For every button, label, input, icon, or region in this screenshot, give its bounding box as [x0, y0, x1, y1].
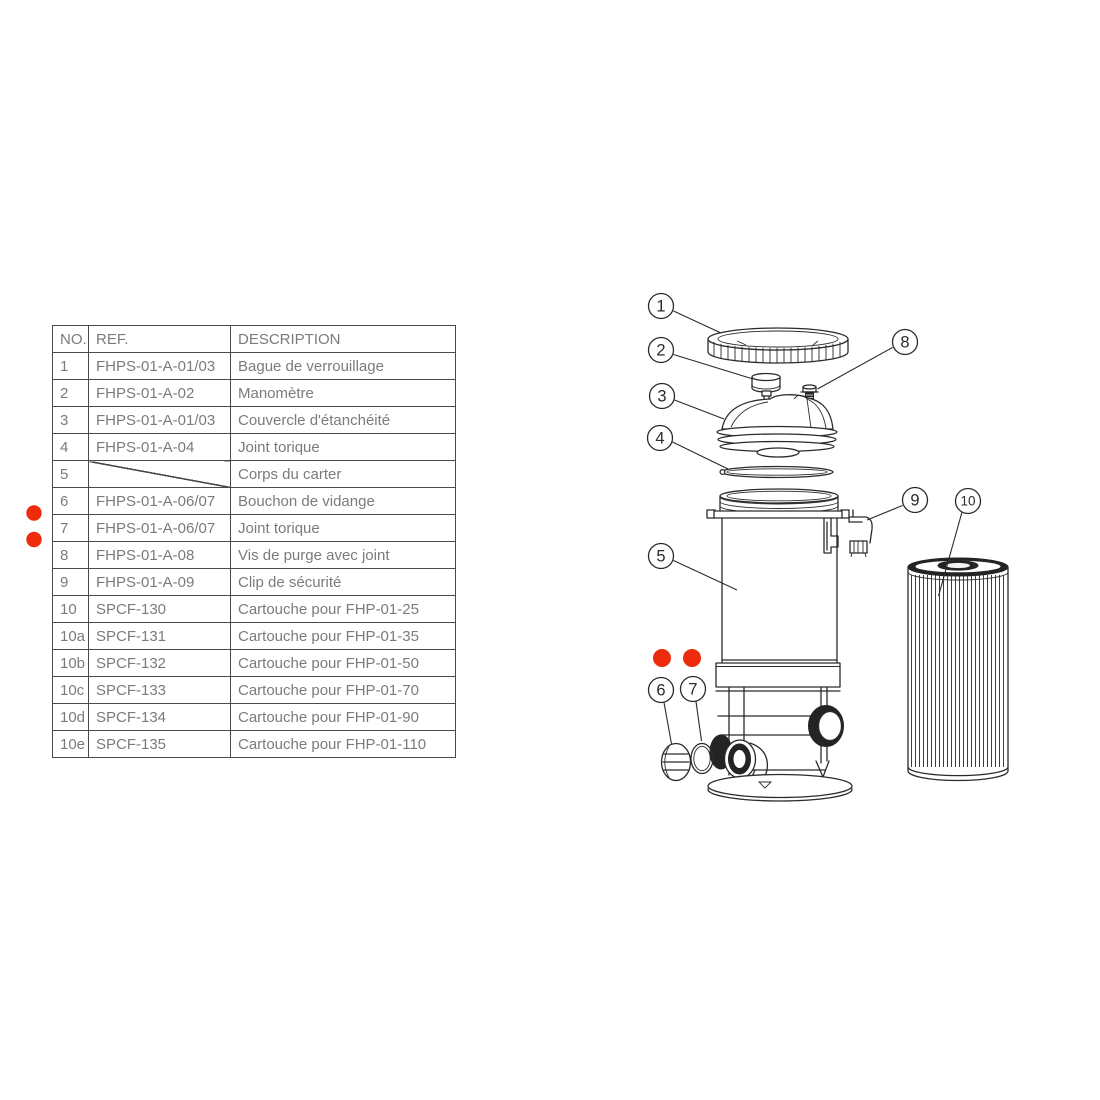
- cell-description: Couvercle d'étanchéité: [231, 407, 456, 434]
- cell-ref: FHPS-01-A-06/07: [89, 515, 231, 542]
- cell-no: 4: [53, 434, 89, 461]
- cell-description: Vis de purge avec joint: [231, 542, 456, 569]
- cell-description: Cartouche pour FHP-01-50: [231, 650, 456, 677]
- cell-ref: FHPS-01-A-08: [89, 542, 231, 569]
- part-oring-cover: [720, 467, 833, 478]
- cell-description: Cartouche pour FHP-01-110: [231, 731, 456, 758]
- cell-ref-crossed-out: [89, 461, 231, 488]
- cell-ref: SPCF-133: [89, 677, 231, 704]
- cell-description: Cartouche pour FHP-01-25: [231, 596, 456, 623]
- table-row: [53, 461, 456, 488]
- callout-3: [650, 384, 675, 409]
- table-row: [53, 353, 456, 380]
- table-row: [53, 650, 456, 677]
- part-filter-body: [707, 489, 852, 801]
- table-row: [53, 731, 456, 758]
- cell-ref: SPCF-134: [89, 704, 231, 731]
- cell-description: Joint torique: [231, 515, 456, 542]
- cell-description: Joint torique: [231, 434, 456, 461]
- marker-dot-table-row-7: [26, 532, 41, 547]
- table-row: [53, 434, 456, 461]
- callout-10: [956, 489, 981, 514]
- callout-3-number: 3: [657, 387, 667, 406]
- callout-5: [649, 544, 674, 569]
- callout-7: [681, 677, 706, 702]
- cell-ref: FHPS-01-A-09: [89, 569, 231, 596]
- cell-description: Clip de sécurité: [231, 569, 456, 596]
- header-no: NO.: [53, 326, 89, 353]
- table-row-marked: [53, 488, 456, 515]
- cell-ref: FHPS-01-A-01/03: [89, 407, 231, 434]
- callout-4: [648, 426, 673, 451]
- table-row: [53, 623, 456, 650]
- part-sealing-cover: [717, 395, 837, 457]
- callout-1: [649, 294, 674, 319]
- cell-no: 10e: [53, 731, 89, 758]
- table-header-row: [53, 326, 456, 353]
- callout-8-number: 8: [900, 333, 910, 352]
- cell-ref: SPCF-131: [89, 623, 231, 650]
- cell-no: 10b: [53, 650, 89, 677]
- cell-no: 7: [53, 515, 89, 542]
- callout-6-number: 6: [656, 681, 666, 700]
- cell-description: Corps du carter: [231, 461, 456, 488]
- cell-description: Cartouche pour FHP-01-90: [231, 704, 456, 731]
- parts-table: [52, 325, 456, 758]
- callout-1-number: 1: [656, 297, 666, 316]
- cell-ref: SPCF-135: [89, 731, 231, 758]
- cell-no: 3: [53, 407, 89, 434]
- callout-9: [903, 488, 928, 513]
- callout-7-number: 7: [688, 680, 698, 699]
- part-oring-plug: [691, 744, 713, 774]
- marker-dot-table-row-6: [26, 505, 41, 520]
- table-row: [53, 596, 456, 623]
- table-row: [53, 704, 456, 731]
- cell-ref: FHPS-01-A-01/03: [89, 353, 231, 380]
- table-row: [53, 407, 456, 434]
- part-locking-ring: [708, 328, 848, 363]
- cell-description: Bouchon de vidange: [231, 488, 456, 515]
- callout-2: [649, 338, 674, 363]
- header-ref: REF.: [89, 326, 231, 353]
- callout-9-number: 9: [910, 491, 920, 510]
- cell-no: 9: [53, 569, 89, 596]
- cell-description: Cartouche pour FHP-01-70: [231, 677, 456, 704]
- part-drain-plug: [662, 744, 691, 781]
- callout-10-number: 10: [960, 493, 976, 509]
- callout-8: [893, 330, 918, 355]
- cell-no: 10: [53, 596, 89, 623]
- table-row: [53, 380, 456, 407]
- cell-no: 1: [53, 353, 89, 380]
- cell-no: 6: [53, 488, 89, 515]
- cell-no: 8: [53, 542, 89, 569]
- cell-ref: SPCF-130: [89, 596, 231, 623]
- cell-ref: FHPS-01-A-06/07: [89, 488, 231, 515]
- cell-ref: FHPS-01-A-02: [89, 380, 231, 407]
- table-row-marked: [53, 515, 456, 542]
- table-row: [53, 542, 456, 569]
- part-safety-clip: [849, 510, 872, 557]
- cell-no: 5: [53, 461, 89, 488]
- table-row: [53, 677, 456, 704]
- header-description: DESCRIPTION: [231, 326, 456, 353]
- part-cartridge: [908, 558, 1008, 781]
- marker-dot-diagram-6: [653, 649, 671, 667]
- cell-ref: FHPS-01-A-04: [89, 434, 231, 461]
- marker-dot-diagram-7: [683, 649, 701, 667]
- cell-no: 2: [53, 380, 89, 407]
- cell-description: Manomètre: [231, 380, 456, 407]
- callout-2-number: 2: [656, 341, 666, 360]
- cell-description: Bague de verrouillage: [231, 353, 456, 380]
- callout-4-number: 4: [655, 429, 665, 448]
- table-row: [53, 569, 456, 596]
- cell-description: Cartouche pour FHP-01-35: [231, 623, 456, 650]
- cell-no: 10c: [53, 677, 89, 704]
- callout-6: [649, 678, 674, 703]
- cell-no: 10a: [53, 623, 89, 650]
- cell-ref: SPCF-132: [89, 650, 231, 677]
- cell-no: 10d: [53, 704, 89, 731]
- callout-5-number: 5: [656, 547, 666, 566]
